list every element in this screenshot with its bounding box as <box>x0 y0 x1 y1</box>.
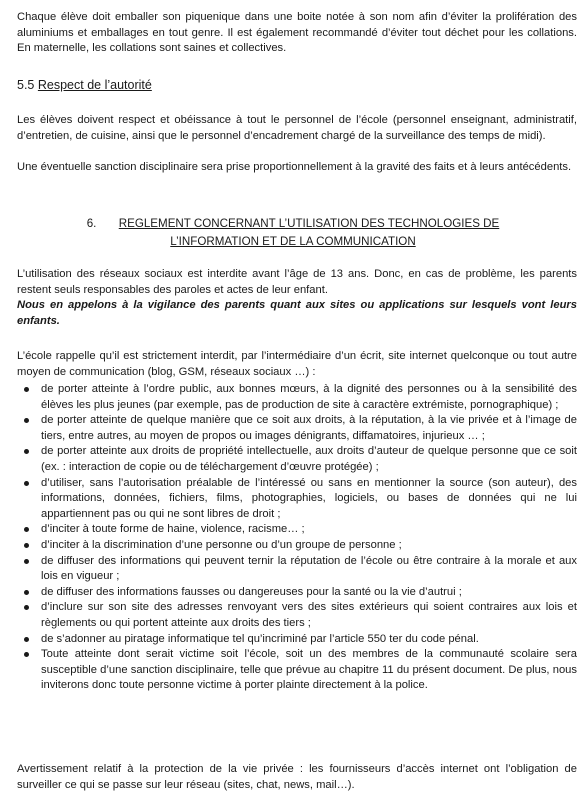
list-item <box>17 647 577 694</box>
list-item-text: d’inciter à toute forme de haine, violence, racisme… ; <box>41 523 305 536</box>
section-heading-6-line2 <box>0 233 586 251</box>
section-title-line2: L’INFORMATION ET DE LA COMMUNICATION <box>170 235 416 248</box>
bullet-icon <box>24 590 29 595</box>
list-item <box>17 413 577 444</box>
section-title: Respect de l’autorité <box>37 78 152 92</box>
bullet-icon <box>24 605 29 610</box>
list-item-text: de diffuser des informations qui peuvent ternir la réputation de l’école ou être contraire à la morale et aux lois en vigueur ; <box>41 554 577 583</box>
section-number: 6. <box>86 217 97 230</box>
bullet-icon <box>24 418 29 423</box>
bullet-icon <box>24 637 29 642</box>
list-item-text: d’inciter à la discrimination d’une personne ou d’un groupe de personne ; <box>41 538 402 551</box>
interdictions-list <box>17 382 577 694</box>
list-item <box>17 382 577 413</box>
paragraph-interdictions: L’école rappelle qu’il est strictement interdit, par l’intermédiaire d’un écrit, site internet quelconque ou tout autre moyen de communication (blog, GSM, réseaux sociaux …) : <box>17 350 577 378</box>
list-item-text: d’inclure sur son site des adresses renvoyant vers des sites extérieurs qui soient contraires aux lois et règlements ou qui portent atteinte aux droits des tiers ; <box>41 601 577 629</box>
list-item <box>17 600 577 631</box>
bullet-icon <box>24 652 29 657</box>
paragraph-vigilance: Nous en appelons à la vigilance des parents quant aux sites ou applications sur lesquels vont leurs enfants. <box>17 299 577 327</box>
bullet-icon <box>24 449 29 454</box>
section-title-line1: REGLEMENT CONCERNANT L’UTILISATION DES TECHNOLOGIES DE <box>118 217 500 230</box>
list-item-text: de diffuser des informations fausses ou dangereuses pour la santé ou la vie d’autrui ; <box>41 585 462 598</box>
section-heading-5-5 <box>17 78 152 94</box>
list-item-text: de porter atteinte aux droits de propriété intellectuelle, aux droits d’auteur de quelque personne que ce soit (ex. : interaction de copie ou de téléchargement d’œuvre protégée) ; <box>41 445 577 473</box>
paragraph-reseaux-sociaux: L’utilisation des réseaux sociaux est interdite avant l’âge de 13 ans. Donc, en cas de problème, les parents restent seuls responsables des paroles et actes de leur enfant. <box>17 268 577 296</box>
section-heading-6 <box>0 215 586 251</box>
list-item-text: de s’adonner au piratage informatique tel qu’incriminé par l’article 550 ter du code pénal. <box>41 632 479 645</box>
bullet-icon <box>24 481 29 486</box>
paragraph-piquenique: Chaque élève doit emballer son piquenique dans une boite notée à son nom afin d’éviter la prolifération des aluminiums et emballages en tout genre. Il est également recommandé d’éviter tout déchet pour les collations. En maternelle, les collations sont saines et collectives. <box>17 11 577 55</box>
paragraph-sanction: Une éventuelle sanction disciplinaire sera prise proportionnellement à la gravité des faits et à leurs antécédents. <box>17 161 572 173</box>
list-item-text: Toute atteinte dont serait victime soit l’école, soit un des membres de la communauté scolaire sera susceptible d’une sanction disciplinaire, telle que prévue au chapitre 11 du présent document. De plus, nous inviterons donc toute personne victime à porter plainte directement à la police. <box>41 648 577 692</box>
bullet-icon <box>24 559 29 564</box>
list-item <box>17 554 577 585</box>
bullet-icon <box>24 543 29 548</box>
bullet-icon <box>24 387 29 392</box>
list-item <box>17 522 577 538</box>
list-item <box>17 632 577 648</box>
list-item <box>17 444 577 475</box>
list-item-text: de porter atteinte à l’ordre public, aux bonnes mœurs, à la dignité des personnes ou à la sensibilité des élèves les plus jeunes (par exemple, pas de production de site à caractère extrémiste, pornographique) ; <box>41 383 577 411</box>
section-heading-6-line1 <box>0 215 586 233</box>
list-item-text: d’utiliser, sans l’autorisation préalable de l’intéressé ou sans en mentionner la source (son auteur), des informations, données, fichiers, films, photographies, logiciels, ou bases de données qui ne lui appartiennent pas ou qui ne sont libres de droit ; <box>41 476 577 520</box>
list-item <box>17 585 577 601</box>
list-item <box>17 538 577 554</box>
paragraph-respect: Les élèves doivent respect et obéissance à tout le personnel de l’école (personnel enseignant, administratif, d’entretien, de cuisine, ainsi que le personnel d’encadrement chargé de la surveillance des temps de midi). <box>17 114 577 142</box>
bullet-icon <box>24 527 29 532</box>
section-number: 5.5 <box>17 78 35 92</box>
list-item-text: de porter atteinte de quelque manière que ce soit aux droits, à la réputation, à la vie privée et à l’image de tiers, entre autres, au moyen de propos ou images dénigrants, diffamatoires, injurieux … ; <box>41 414 577 442</box>
list-item <box>17 476 577 523</box>
paragraph-avertissement: Avertissement relatif à la protection de la vie privée : les fournisseurs d’accès internet ont l’obligation de surveiller ce qui se passe sur leur réseau (sites, chat, news, mail…). <box>17 763 577 791</box>
